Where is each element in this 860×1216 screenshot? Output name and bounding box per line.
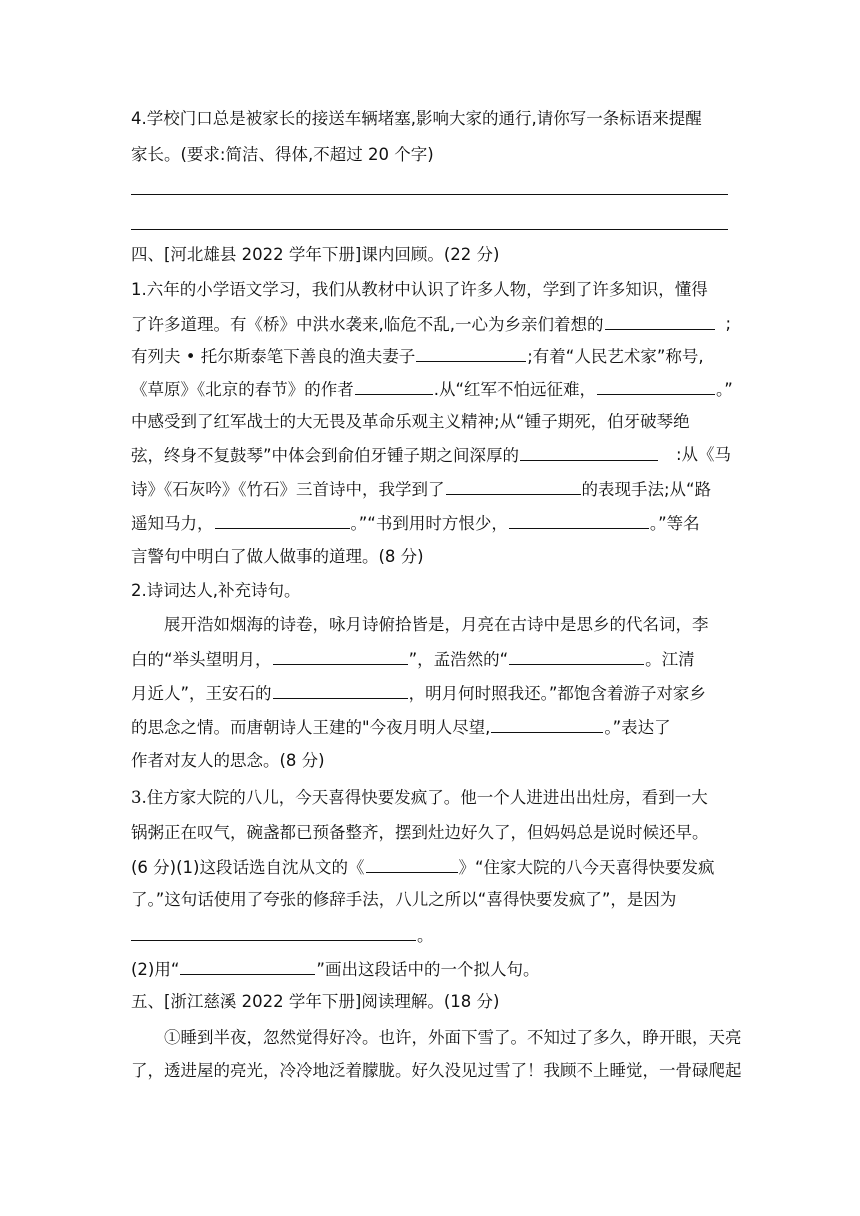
s4-q1-line-5: 中感受到了红军战士的大无畏及革命乐观主义精神;从“锺子期死，伯牙破琴绝 [131, 412, 690, 431]
text: ;有着“人民艺术家”称号, [527, 347, 704, 366]
text: ; [725, 314, 731, 333]
s4-q2-para-2 [131, 648, 731, 671]
fill-blank[interactable] [131, 924, 416, 941]
text: 月近人”，王安石的 [131, 684, 272, 703]
text: 弦，终身不复鼓琴”中体会到俞伯牙锺子期之间深厚的 [131, 446, 520, 465]
fill-blank[interactable] [215, 512, 350, 529]
text: 的表现手法;从“路 [581, 480, 712, 499]
fill-blank[interactable] [491, 716, 603, 733]
fill-blank[interactable] [273, 682, 408, 699]
s4-q2-para-1: 展开浩如烟海的诗卷，咏月诗俯拾皆是，月亮在古诗中是思乡的代名词，李 [164, 615, 709, 634]
s4-q3-line-1: 3.住方家大院的八儿，今天喜得快要发疯了。他一个人进进出出灶房，看到一大 [131, 788, 708, 807]
answer-line-1[interactable] [131, 194, 728, 195]
s4-q1-line-9: 言警句中明白了做人做事的道理。(8 分) [131, 547, 424, 566]
fill-blank[interactable] [605, 313, 715, 330]
text: (2)用“ [131, 960, 180, 979]
s4-q1-line-3 [131, 345, 731, 368]
s4-q3-line-4: 了。”这句话使用了夸张的修辞手法，八儿之所以“喜得快要发疯了”，是因为 [131, 890, 677, 909]
s4-q3-line-6 [131, 958, 731, 981]
s4-q2-para-3 [131, 682, 731, 705]
fill-blank[interactable] [597, 378, 715, 395]
text: 。江清 [645, 650, 695, 669]
s4-q1-line-6 [131, 444, 731, 467]
s4-q2-title: 2.诗词达人,补充诗句。 [131, 581, 301, 600]
text: .从“红军不怕远征难， [433, 380, 597, 399]
section4-heading: 四、[河北雄县 2022 学年下册]课内回顾。(22 分) [131, 245, 500, 264]
text: 》“住家大院的八今天喜得快要发疯 [458, 858, 715, 877]
fill-blank[interactable] [355, 378, 433, 395]
text: 有列夫 • 托尔斯泰笔下善良的渔夫妻子 [131, 347, 416, 366]
section5-heading: 五、[浙江慈溪 2022 学年下册]阅读理解。(18 分) [131, 992, 500, 1011]
fill-blank[interactable] [446, 478, 581, 495]
fill-blank[interactable] [416, 345, 526, 362]
text: 诗》《石灰吟》《竹石》三首诗中，我学到了 [131, 480, 445, 499]
fill-blank[interactable] [366, 856, 458, 873]
text: 。”“书到用时方恨少， [350, 514, 508, 533]
fill-blank[interactable] [509, 648, 644, 665]
text: ，明月何时照我还。”都饱含着游子对家乡 [408, 684, 706, 703]
s4-q1-line-1: 1.六年的小学语文学习，我们从教材中认识了许多人物，学到了许多知识，懂得 [131, 280, 708, 299]
fill-blank[interactable] [180, 958, 315, 975]
s4-q1-line-2 [131, 313, 731, 336]
text: 遥知马力， [131, 514, 214, 533]
text: :从《马 [675, 445, 731, 464]
fill-blank[interactable] [509, 512, 649, 529]
s4-q3-line-5 [131, 924, 731, 947]
answer-line-2[interactable] [131, 229, 728, 230]
text: 《草原》《北京的春节》的作者 [131, 380, 354, 399]
text: 。”等名 [649, 514, 700, 533]
s4-q1-line-8 [131, 512, 731, 535]
s4-q2-para-4 [131, 716, 731, 739]
q4-line-2: 家长。(要求:简洁、得体,不超过 20 个字) [131, 145, 434, 164]
s5-para-2: 了，透进屋的亮光，冷冷地泛着朦胧。好久没见过雪了！我顾不上睡觉，一骨碌爬起 [131, 1061, 742, 1080]
text: ”画出这段话中的一个拟人句。 [316, 960, 540, 979]
s4-q1-line-4 [131, 378, 731, 401]
text: ”，孟浩然的“ [408, 650, 509, 669]
q4-line-1: 4.学校门口总是被家长的接送车辆堵塞,影响大家的通行,请你写一条标语来提醒 [131, 109, 702, 128]
fill-blank[interactable] [520, 444, 658, 461]
text: 。” [716, 380, 733, 399]
text: 。 [417, 926, 434, 945]
s4-q3-line-3 [131, 856, 731, 879]
s4-q1-line-7 [131, 478, 731, 501]
s4-q2-para-5: 作者对友人的思念。(8 分) [131, 751, 325, 770]
s5-para-1: ①睡到半夜，忽然觉得好冷。也许，外面下雪了。不知过了多久，睁开眼，天亮 [164, 1028, 742, 1047]
text: 了许多道理。有《桥》中洪水袭来,临危不乱,一心为乡亲们着想的 [131, 315, 604, 334]
text: 。”表达了 [604, 718, 671, 737]
fill-blank[interactable] [273, 648, 408, 665]
text: (6 分)(1)这段话选自沈从文的《 [131, 858, 365, 877]
text: 的思念之情。而唐朝诗人王建的"今夜月明人尽望, [131, 718, 491, 737]
text: 白的“举头望明月， [131, 650, 272, 669]
s4-q3-line-2: 锅粥正在叹气，碗盏都已预备整齐，摆到灶边好久了，但妈妈总是说时候还早。 [131, 823, 709, 842]
